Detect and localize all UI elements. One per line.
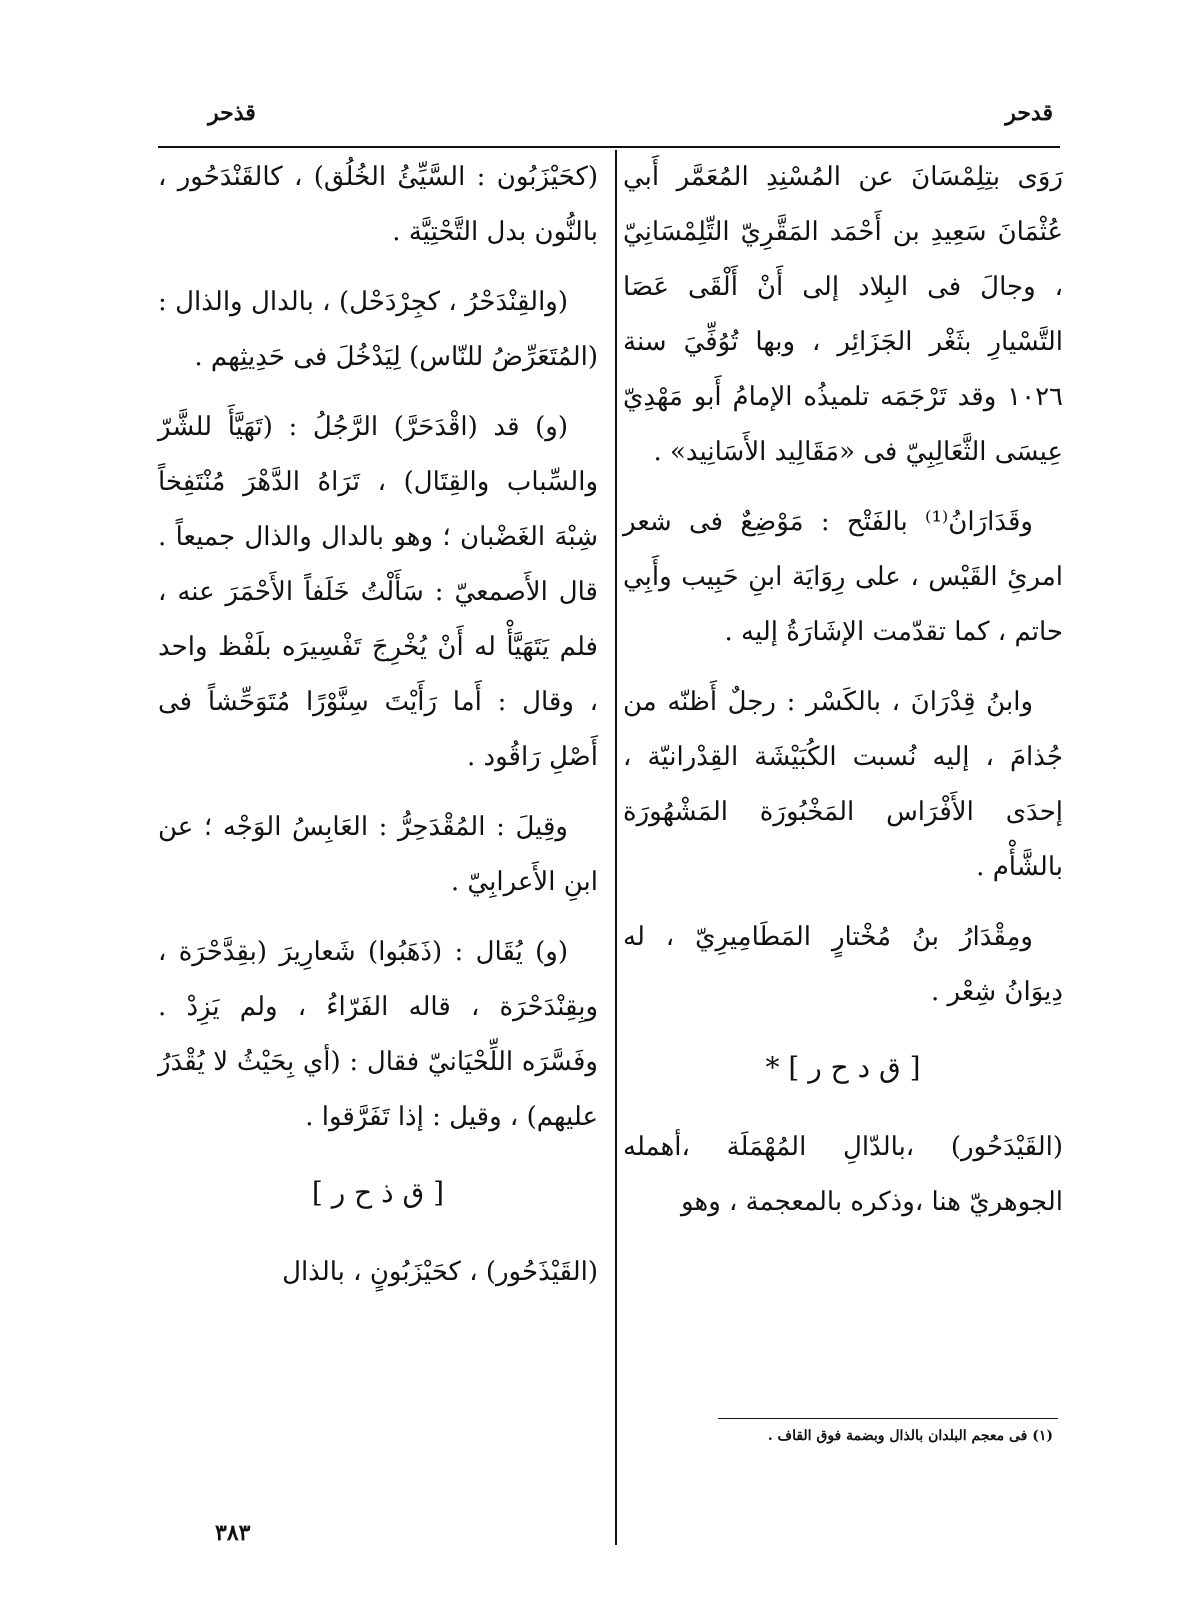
page-number: ٣٨٣ bbox=[215, 1520, 251, 1546]
right-paragraph-5: (القَيْدَحُور) ،بالدّالِ المُهْمَلَة ،أهمله الجوهريّ هنا ،وذكره بالمعجمة ، وهو bbox=[623, 1132, 1063, 1217]
left-paragraph-1: (كحَيْزَبُون : السَّيِّئُ الخُلُق) ، كالقَنْدَحُور ، بالنُّون بدل التَّحْتِيَّة . bbox=[158, 162, 598, 247]
left-paragraph-4: وقِيلَ : المُقْدَحِرُّ : العَابِسُ الوَجْه ؛ عن ابنِ الأَعرابِيّ . bbox=[158, 812, 598, 897]
left-paragraph-6: (القَيْذَحُور) ، كحَيْزَبُونٍ ، بالذال bbox=[282, 1257, 598, 1287]
running-header-right: قدحر bbox=[1005, 100, 1053, 126]
right-paragraph-1: رَوَى بتِلِمْسَانَ عن المُسْنِدِ المُعَمَّر أَبي عُثْمَانَ سَعِيدِ بن أَحْمَد المَقَّرِيّ التِّلِمْسَانِيّ ، وجالَ فى البِلاد إلى أَنْ أَلْقَى عَصَا التَّسْيارِ بثَغْر الجَزَائِر ، وبها تُوُفِّيَ سنة ١٠٢٦ وقد تَرْجَمَه تلميذُه الإمامُ أَبو مَهْدِيّ عِيسَى الثَّعَالِبِيّ فى «مَقَالِيد الأَسَانِيد» . bbox=[623, 162, 1063, 467]
right-paragraph-3: وابنُ قِدْرَانَ ، بالكَسْر : رجلٌ أَظنّه من جُذامَ ، إليه نُسبت الكُبَيْشَة القِدْرانيّة ، إحدَى الأَفْرَاس المَخْبُورَة المَشْهُورَة بالشَّأْم . bbox=[623, 687, 1063, 882]
footnote-rule bbox=[718, 1418, 1058, 1419]
column-divider bbox=[615, 150, 617, 1545]
header-rule bbox=[158, 146, 1060, 148]
left-column bbox=[158, 150, 598, 1315]
footnote: (١) فى معجم البلدان بالذال وبضمة فوق القاف . bbox=[767, 1428, 1053, 1444]
running-header-left: قذحر bbox=[208, 100, 256, 126]
left-paragraph-2: (والقِنْدَحْرُ ، كجِرْدَحْل) ، بالدال والذال : (المُتَعَرِّضُ للنّاس) لِيَدْخُلَ فى حَدِيثِهم . bbox=[158, 287, 598, 372]
entry-heading-qdhr-dhal: [ ق ذ ح ر ] bbox=[311, 1176, 445, 1209]
left-paragraph-3: (و) قد (اقْدَحَرَّ) الرَّجُلُ : (تَهَيَّأَ للشَّرّ والسِّباب والقِتَال) ، تَرَاهُ الدَّهْرَ مُنْتَفِخاً شِبْهَ الغَضْبان ؛ وهو بالدال والذال جميعاً . قال الأَصمعيّ : سَأَلْتُ خَلَفاً الأَحْمَرَ عنه ، فلم يَتَهَيَّأْ له أَنْ يُخْرِجَ تَفْسِيرَه بلَفْظ واحد ، وقال : أَما رَأَيْتَ سِنَّوْرًا مُتَوَحِّشاً فى أَصْلِ رَاقُود . bbox=[158, 412, 598, 772]
left-paragraph-5: (و) يُقَال : (ذَهَبُوا) شَعارِيرَ (بقِدَّحْرَة ، وبِقِنْدَحْرَة ، قاله الفَرّاءُ ، ولم يَزِدْ . وفَسَّرَه اللِّحْيَانيّ فقال : (أي بِحَيْثُ لا يُقْدَرُ عليهم) ، وقيل : إذا تَفَرَّقوا . bbox=[158, 937, 598, 1132]
right-column bbox=[623, 150, 1063, 1245]
right-paragraph-4: ومِقْدَارُ بنُ مُخْتارٍ المَطَامِيرِيّ ، له دِيوَانُ شِعْر . bbox=[623, 922, 1063, 1007]
entry-heading-qdhr: [ ق د ح ر ] * bbox=[765, 1051, 921, 1084]
right-paragraph-2: وقَدَارَانُ⁽¹⁾ بالفَتْح : مَوْضِعٌ فى شعر امرئِ القَيْس ، على رِوَايَة ابنِ حَبِيب وأَبِي حاتم ، كما تقدّمت الإشَارَةُ إليه . bbox=[623, 507, 1063, 647]
